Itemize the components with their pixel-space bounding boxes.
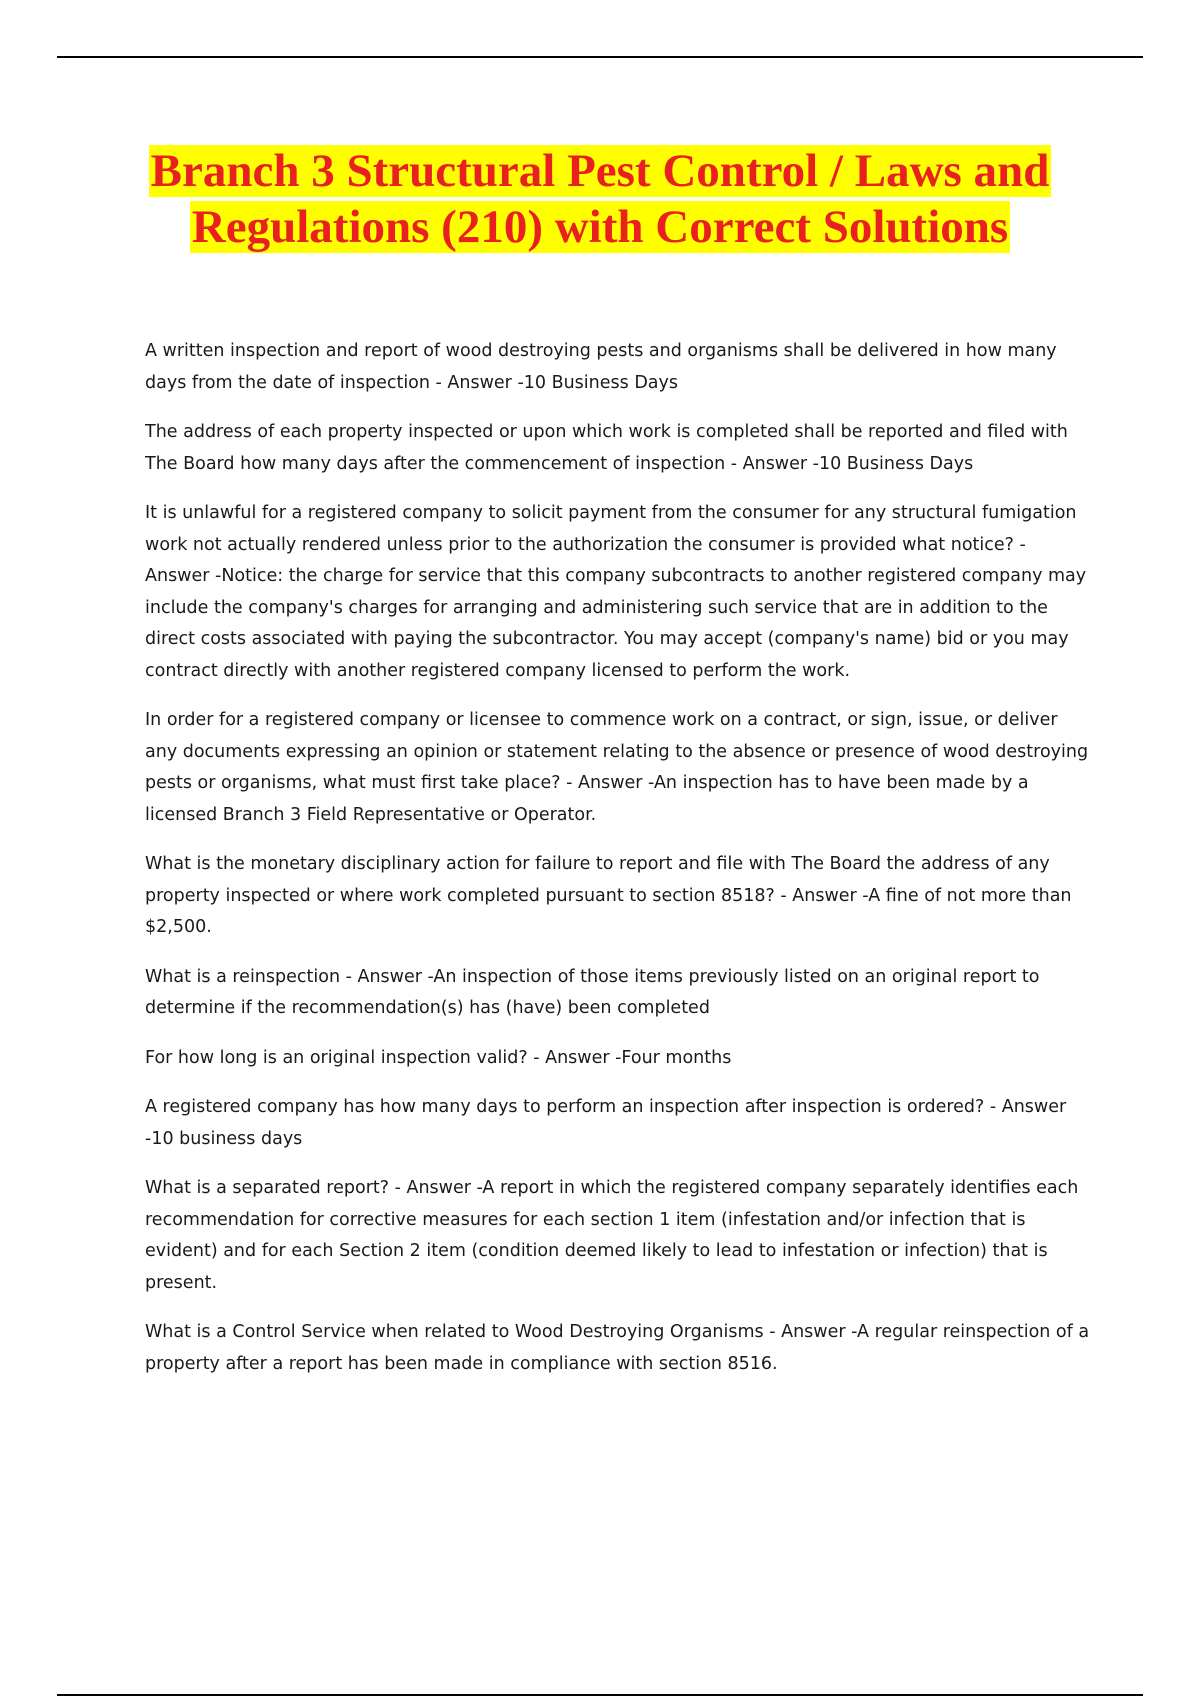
qa-item: What is a Control Service when related to Wood Destroying Organisms - Answer -A regular reinspection of a property after a report has been made in compliance with section 8516.	[145, 1322, 1090, 1374]
title-block	[100, 143, 1100, 255]
document-title-highlight: Branch 3 Structural Pest Control / Laws and Regulations (210) with Correct Solutions	[150, 145, 1050, 253]
qa-item: It is unlawful for a registered company to solicit payment from the consumer for any structural fumigation work not actually rendered unless prior to the authorization the consumer is provided what notice? - Answer -Notice: the charge for service that this company subcontracts to another registered company may include the company's charges for arranging and administering such service that are in addition to the direct costs associated with paying the subcontractor. You may accept (company's name) bid or you may contract directly with another registered company licensed to perform the work.	[145, 503, 1087, 681]
qa-item: In order for a registered company or licensee to commence work on a contract, or sign, issue, or deliver any documents expressing an opinion or statement relating to the absence or presence of wood destroying pests or organisms, what must first take place? - Answer -An inspection has to have been made by a licensed Branch 3 Field Representative or Operator.	[145, 710, 1089, 825]
qa-item: For how long is an original inspection valid? - Answer -Four months	[145, 1047, 732, 1068]
document-title	[100, 143, 1100, 255]
top-rule	[57, 56, 1143, 58]
bottom-rule	[57, 1694, 1143, 1696]
qa-item: What is the monetary disciplinary action for failure to report and file with The Board the address of any property inspected or where work completed pursuant to section 8518? - Answer -A fine of not more than $2,500.	[145, 854, 1072, 937]
qa-list	[145, 336, 1095, 1398]
qa-item: What is a reinspection - Answer -An inspection of those items previously listed on an original report to determine if the recommendation(s) has (have) been completed	[145, 966, 1040, 1018]
qa-item: A written inspection and report of wood destroying pests and organisms shall be delivered in how many days from the date of inspection - Answer -10 Business Days	[145, 341, 1057, 393]
qa-item: What is a separated report? - Answer -A report in which the registered company separately identifies each recommendation for corrective measures for each section 1 item (infestation and/or infection that is evident) and for each Section 2 item (condition deemed likely to lead to infestation or infection) that is present.	[145, 1178, 1079, 1293]
qa-item: The address of each property inspected or upon which work is completed shall be reported and filed with The Board how many days after the commencement of inspection - Answer -10 Business Days	[145, 422, 1068, 474]
qa-item: A registered company has how many days to perform an inspection after inspection is ordered? - Answer -10 business days	[145, 1097, 1067, 1149]
